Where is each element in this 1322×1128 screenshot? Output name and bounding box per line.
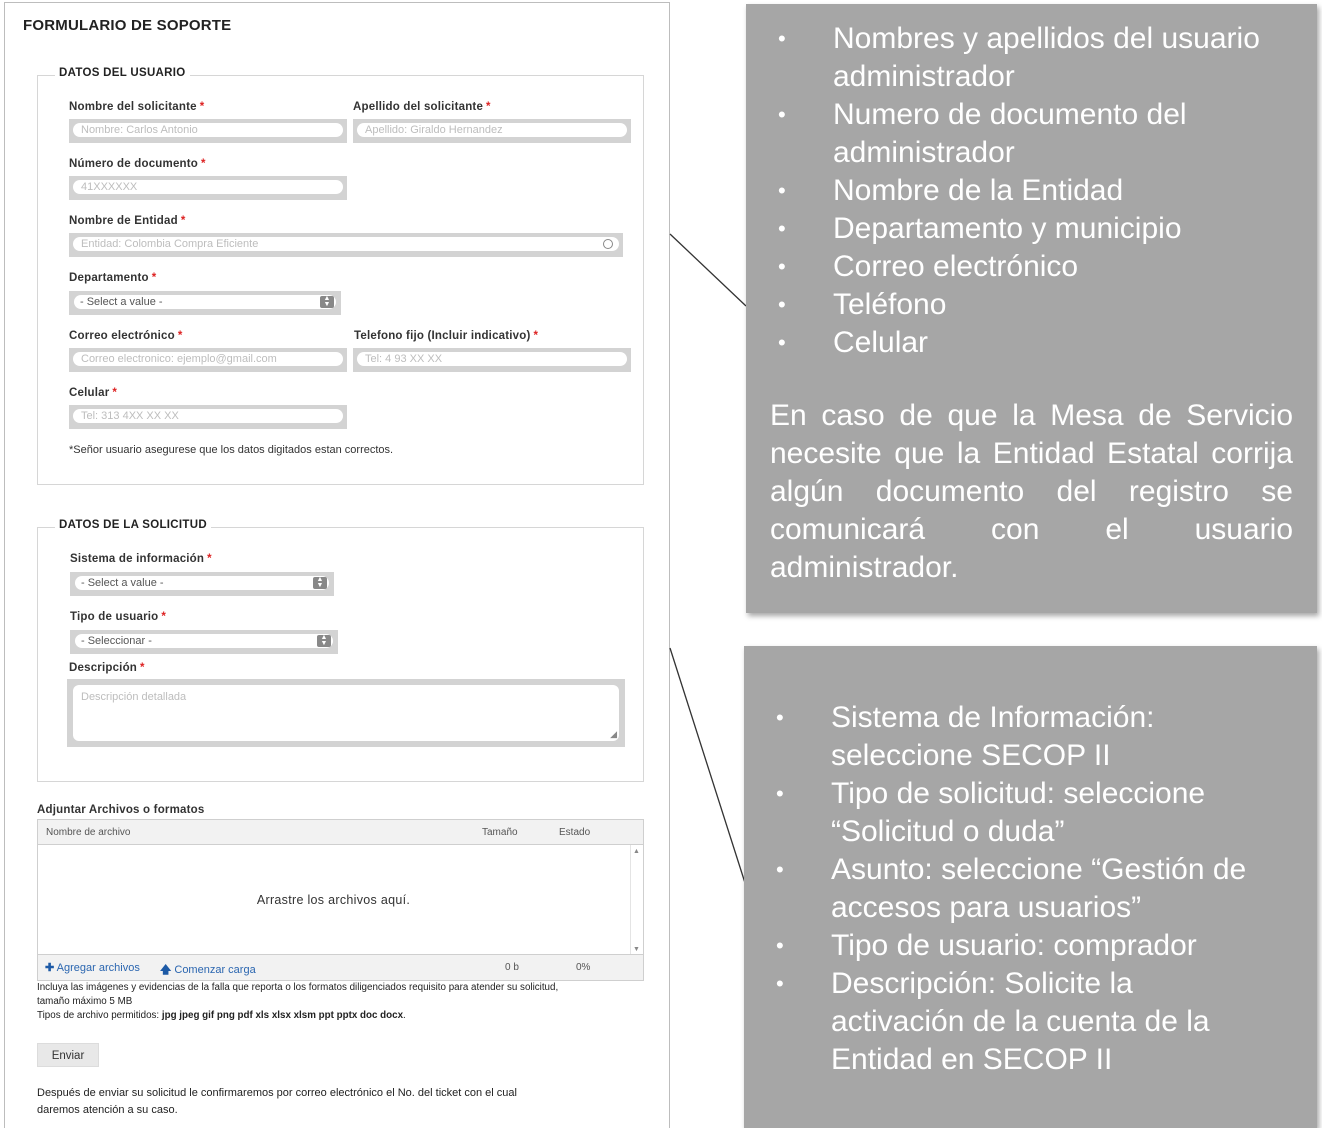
system-label: Sistema de información * [70,553,212,565]
add-files-button[interactable]: ✚ Agregar archivos [45,962,140,974]
plus-icon: ✚ [45,962,55,974]
entity-field[interactable]: Entidad: Colombia Compra Eficiente [69,233,623,257]
entity-label: Nombre de Entidad * [69,215,186,227]
bullet-icon: • [778,330,786,355]
col-size: Tamaño [482,827,518,838]
callout-bottom-item [744,965,1317,1079]
mobile-label: Celular * [69,387,118,399]
bullet-icon: • [776,857,784,882]
callout-top-item-line: Nombres y apellidos del usuario [833,22,1260,55]
allowed-file-types: jpg jpeg gif png pdf xls xlsx xlsm ppt pptx doc docx [161,1010,404,1021]
callout-top-item [746,286,1317,324]
updown-icon: ▲ ▼ [317,635,331,647]
callout-top-item-line: administrador [833,136,1015,169]
arrow-up-icon: 🡅 [160,964,172,976]
bullet-icon: • [776,705,784,730]
drop-zone-scrollbar[interactable] [630,845,643,956]
attachments-help: Incluya las imágenes y evidencias de la falla que reporta o los formatos diligenciados requisito para atender su solicitud, tamaño máximo 5 MB Tipos de archivo permitidos: jpg jpeg gif png pdf xls xlsx xlsm ppt pptx doc docx. [37,982,559,1021]
circle-icon [603,239,613,249]
callout-bottom-item-line: Asunto: seleccione “Gestión de [831,853,1247,886]
last-name-label: Apellido del solicitante * [353,101,491,113]
callout-bottom-item-line: Tipo de solicitud: seleccione [831,777,1206,810]
callout-paragraph: En caso de que la Mesa de Servicio necesite que la Entidad Estatal corrija algún documento del registro se comunicará con el usuario administrador. [770,399,1293,584]
callout-bottom-item-line: Descripción: Solicite la [831,967,1133,1000]
bullet-icon: • [778,292,786,317]
scroll-up-icon[interactable]: ▲ [633,848,640,855]
total-size: 0 b [505,962,519,973]
user-type-label: Tipo de usuario * [70,611,167,623]
user-data-legend: DATOS DEL USUARIO [55,67,190,79]
request-data-legend: DATOS DE LA SOLICITUD [55,519,211,531]
col-file-name: Nombre de archivo [46,827,131,838]
callout-top-item-line: Numero de documento del [833,98,1187,131]
email-label: Correo electrónico * [69,330,183,342]
callout-top-item-line: Departamento y municipio [833,212,1182,245]
callout-top-item [746,324,1317,362]
bullet-icon: • [778,102,786,127]
callout-top-item-line: administrador [833,60,1015,93]
callout-bottom-item [744,775,1317,851]
callout-bottom-item [744,927,1317,965]
submit-button[interactable]: Enviar [37,1043,99,1067]
description-textarea[interactable]: Descripción detallada ◢ [67,679,625,747]
callout-top-item [746,96,1317,172]
user-type-select[interactable]: - Seleccionar - ▲ ▼ [70,630,338,654]
footer-note: Después de enviar su solicitud le confirmaremos por correo electrónico el No. del ticket con el cual daremos atención a su caso. [37,1087,517,1116]
phone-field[interactable]: Tel: 4 93 XX XX [353,348,631,372]
connector-line-bottom [670,648,746,886]
callout-top-item-line: Teléfono [833,288,947,321]
bullet-icon: • [778,216,786,241]
callout-request-data [744,646,1317,1128]
upload-table-header [38,820,643,845]
scroll-down-icon[interactable]: ▼ [633,946,640,953]
first-name-field[interactable]: Nombre: Carlos Antonio [69,119,347,143]
bullet-icon: • [778,178,786,203]
callout-bottom-item-line: Entidad en SECOP II [831,1043,1113,1076]
col-status: Estado [559,827,591,838]
email-field[interactable]: Correo electronico: ejemplo@gmail.com [69,348,347,372]
callout-bottom-item-line: Sistema de Información: [831,701,1155,734]
drop-text: Arrastre los archivos aquí. [256,893,411,907]
callout-bottom-item-line: accesos para usuarios” [831,891,1142,924]
callout-bottom-item-line: Tipo de usuario: comprador [831,929,1197,962]
callout-top-item [746,20,1317,96]
attachments-label: Adjuntar Archivos o formatos [37,804,205,816]
connector-line-top [670,234,746,306]
callout-bottom-item-line: “Solicitud o duda” [831,815,1065,848]
callout-bottom-item-line: seleccione SECOP II [831,739,1111,772]
bullet-icon: • [776,781,784,806]
data-check-note: *Señor usuario asegurese que los datos digitados estan correctos. [69,444,394,456]
bullet-icon: • [776,933,784,958]
document-field[interactable]: 41XXXXXX [69,176,347,200]
phone-label: Telefono fijo (Incluir indicativo) * [354,330,539,342]
callout-bottom-item-line: activación de la cuenta de la [831,1005,1210,1038]
department-select[interactable]: - Select a value - ▲ ▼ [69,291,341,315]
upload-progress: 0% [576,962,591,973]
bullet-icon: • [778,254,786,279]
updown-icon: ▲ ▼ [313,577,327,589]
callout-top-item [746,248,1317,286]
system-select[interactable]: - Select a value - ▲ ▼ [70,572,334,596]
callout-top-item-line: Celular [833,326,929,359]
first-name-label: Nombre del solicitante * [69,101,205,113]
updown-icon: ▲ ▼ [320,296,334,308]
callout-user-data [746,4,1317,613]
last-name-field[interactable]: Apellido: Giraldo Hernandez [353,119,631,143]
bullet-icon: • [776,971,784,996]
callout-bottom-item [744,699,1317,775]
resize-icon[interactable]: ◢ [610,729,617,739]
file-upload-widget [37,819,644,981]
department-label: Departamento * [69,272,157,284]
form-title: FORMULARIO DE SOPORTE [23,17,232,34]
callout-top-item-line: Correo electrónico [833,250,1079,283]
document-label: Número de documento * [69,158,206,170]
callout-top-item-line: Nombre de la Entidad [833,174,1124,207]
description-label: Descripción * [69,662,145,674]
callout-bottom-item [744,851,1317,927]
callout-top-item [746,172,1317,210]
callout-user-data-list [746,20,1317,362]
upload-footer [38,954,643,980]
callout-top-item [746,210,1317,248]
file-drop-zone[interactable] [38,845,643,956]
callout-request-data-list [744,699,1317,1079]
bullet-icon: • [778,26,786,51]
support-form [4,2,670,1128]
start-upload-button[interactable]: 🡅 Comenzar carga [160,964,256,976]
mobile-field[interactable]: Tel: 313 4XX XX XX [69,405,347,429]
